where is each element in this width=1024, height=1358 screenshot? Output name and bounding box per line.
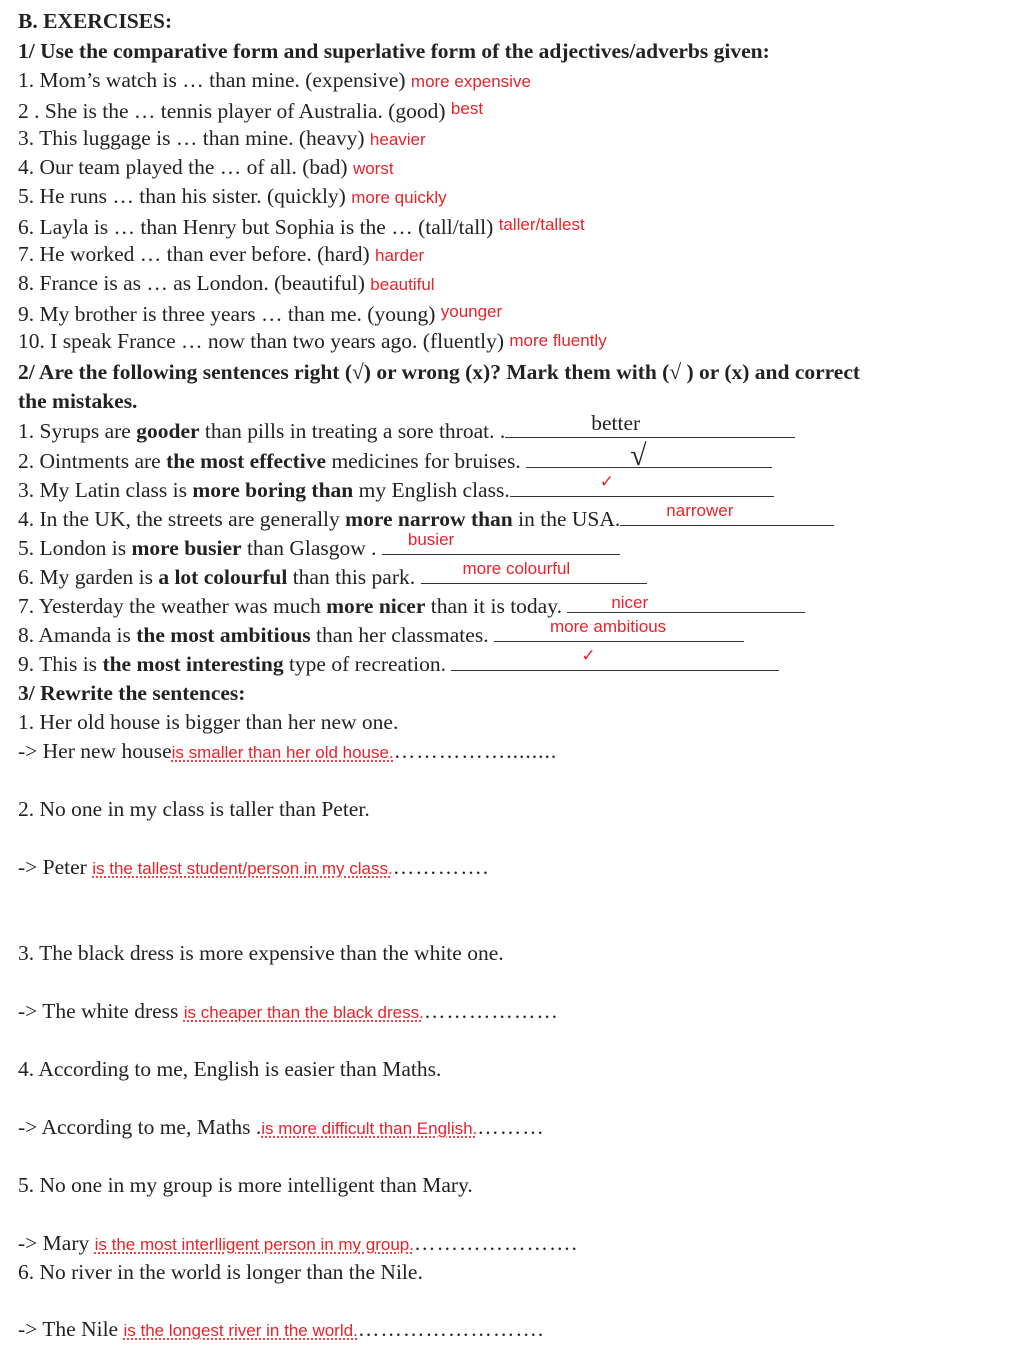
s2-bold: gooder xyxy=(136,419,200,443)
s3-lead: -> Her new house xyxy=(18,739,172,763)
s3-dots: ……………… xyxy=(423,999,559,1023)
s2-post: than Glasgow . xyxy=(241,536,382,560)
s1-question: 1. Mom’s watch is … than mine. (expensive) xyxy=(18,68,406,92)
s2-item xyxy=(18,439,772,474)
s1-answer: worst xyxy=(352,159,394,178)
s2-pre: 2. Ointments are xyxy=(18,449,167,473)
s2-post: than it is today. xyxy=(425,594,568,618)
s1-item xyxy=(18,183,447,211)
s3-question: 2. No one in my class is taller than Peter. xyxy=(18,797,370,821)
s3-answer-line xyxy=(18,738,557,766)
s2-answer-blank[interactable] xyxy=(510,472,774,497)
s2-item xyxy=(18,472,774,503)
s2-bold: the most interesting xyxy=(102,652,284,676)
s3-lead: -> Mary xyxy=(18,1231,95,1255)
section1-heading: 1/ Use the comparative form and superlative form of the adjectives/adverbs given: xyxy=(18,39,770,63)
s1-question: 2 . She is the … tennis player of Australia. (good) xyxy=(18,99,446,123)
s1-item xyxy=(18,299,502,327)
s2-answer: nicer xyxy=(611,593,649,612)
s1-answer: more quickly xyxy=(351,188,447,207)
s3-lead: -> Peter xyxy=(18,855,93,879)
s2-answer: ✓ xyxy=(599,472,614,491)
s1-item xyxy=(18,96,483,124)
s1-answer: harder xyxy=(375,246,425,265)
s3-answer: is cheaper than the black dress. xyxy=(183,1003,424,1022)
s3-question: 5. No one in my group is more intelligent than Mary. xyxy=(18,1173,473,1197)
s2-pre: 7. Yesterday the weather was much xyxy=(18,594,327,618)
s1-question: 10. I speak France … now than two years ago. (fluently) xyxy=(18,329,504,353)
s2-answer-blank[interactable] xyxy=(421,559,647,584)
s1-item xyxy=(18,125,426,153)
s2-pre: 1. Syrups are xyxy=(18,419,137,443)
s1-answer: heavier xyxy=(369,130,426,149)
s2-answer: narrower xyxy=(666,501,734,520)
s2-answer-blank[interactable] xyxy=(382,530,620,555)
s2-item xyxy=(18,593,805,619)
s1-item xyxy=(18,67,531,95)
s1-item xyxy=(18,328,607,354)
s2-post: than this park. xyxy=(287,565,421,589)
s3-answer: is smaller than her old house. xyxy=(171,743,394,762)
s2-bold: the most ambitious xyxy=(136,623,311,647)
s2-answer-blank[interactable] xyxy=(494,617,744,642)
s2-post: type of recreation. xyxy=(283,652,452,676)
s1-question: 6. Layla is … than Henry but Sophia is the … (tall/tall) xyxy=(18,215,494,239)
s2-pre: 9. This is xyxy=(18,652,103,676)
s1-question: 5. He runs … than his sister. (quickly) xyxy=(18,184,346,208)
s2-post: my English class. xyxy=(353,478,510,502)
s3-question: 6. No river in the world is longer than the Nile. xyxy=(18,1260,423,1284)
s2-bold: more nicer xyxy=(326,594,426,618)
s2-answer-blank[interactable] xyxy=(451,646,779,671)
s1-answer: taller/tallest xyxy=(498,215,585,234)
s3-answer: is more difficult than English. xyxy=(261,1119,478,1138)
s2-bold: more narrow than xyxy=(345,507,513,531)
s2-answer: ✓ xyxy=(581,646,596,665)
s2-answer: more colourful xyxy=(462,559,571,578)
s2-item xyxy=(18,559,647,590)
s3-dots: ……………........ xyxy=(393,739,558,763)
s2-answer: √ xyxy=(630,439,647,472)
s2-item xyxy=(18,646,779,677)
s3-dots: ……… xyxy=(477,1115,545,1139)
s3-question: 4. According to me, English is easier than Maths. xyxy=(18,1057,442,1081)
s1-item xyxy=(18,241,424,269)
s2-bold: the most effective xyxy=(166,449,327,473)
s3-dots: …………. xyxy=(392,855,490,879)
s1-question: 3. This luggage is … than mine. (heavy) xyxy=(18,126,365,150)
s1-question: 4. Our team played the … of all. (bad) xyxy=(18,155,348,179)
s2-bold: more busier xyxy=(131,536,242,560)
s3-answer: is the longest river in the world. xyxy=(123,1321,358,1340)
s1-answer: more fluently xyxy=(509,331,607,350)
s1-question: 8. France is as … as London. (beautiful) xyxy=(18,271,365,295)
s3-lead: -> The white dress xyxy=(18,999,184,1023)
s1-item xyxy=(18,270,435,298)
s1-question: 7. He worked … than ever before. (hard) xyxy=(18,242,370,266)
s2-pre: 8. Amanda is xyxy=(18,623,137,647)
s2-answer-blank[interactable] xyxy=(505,411,795,438)
s3-answer-line xyxy=(18,1114,545,1142)
s3-dots: ……………………. xyxy=(357,1317,545,1341)
s1-answer: more expensive xyxy=(410,72,531,91)
s3-question: 1. Her old house is bigger than her new one. xyxy=(18,710,399,734)
s3-answer-line xyxy=(18,854,489,882)
s2-post: than her classmates. xyxy=(310,623,494,647)
s2-item xyxy=(18,411,795,444)
s2-bold: more boring than xyxy=(192,478,354,502)
s1-question: 9. My brother is three years … than me. (young) xyxy=(18,302,436,326)
exercises-title: B. EXERCISES: xyxy=(18,9,173,33)
s1-answer: younger xyxy=(440,302,503,321)
s2-item xyxy=(18,617,744,648)
s1-answer: best xyxy=(450,99,484,118)
s3-lead: -> According to me, Maths . xyxy=(18,1115,262,1139)
s2-answer-blank[interactable] xyxy=(526,439,772,472)
s1-answer: beautiful xyxy=(370,275,435,294)
s2-pre: 3. My Latin class is xyxy=(18,478,193,502)
s3-lead: -> The Nile xyxy=(18,1317,124,1341)
s3-question: 3. The black dress is more expensive than the white one. xyxy=(18,941,504,965)
s2-answer: better xyxy=(591,411,641,435)
s2-bold: a lot colourful xyxy=(158,565,288,589)
s2-answer-blank[interactable] xyxy=(620,501,834,526)
section2-heading: 2/ Are the following sentences right (√) or wrong (x)? Mark them with (√ ) or (x) and correct xyxy=(18,360,861,384)
s1-item xyxy=(18,212,585,240)
s3-answer-line xyxy=(18,1230,578,1258)
s2-post: in the USA. xyxy=(512,507,621,531)
s2-answer: busier xyxy=(407,530,455,549)
s2-post: than pills in treating a sore throat. . xyxy=(199,419,506,443)
s2-answer: more ambitious xyxy=(549,617,667,636)
s3-answer-line xyxy=(18,1316,544,1344)
s2-answer-blank[interactable] xyxy=(567,594,805,613)
s2-post: medicines for bruises. xyxy=(326,449,527,473)
s3-answer: is the most interlligent person in my group. xyxy=(94,1235,414,1254)
s3-answer: is the tallest student/person in my class. xyxy=(92,859,393,878)
s2-pre: 4. In the UK, the streets are generally xyxy=(18,507,346,531)
s1-item xyxy=(18,154,394,182)
s3-answer-line xyxy=(18,998,559,1026)
section2-heading-cont: the mistakes. xyxy=(18,389,138,413)
s2-pre: 6. My garden is xyxy=(18,565,159,589)
section3-heading: 3/ Rewrite the sentences: xyxy=(18,681,246,705)
s3-dots: …………………. xyxy=(413,1231,578,1255)
s2-pre: 5. London is xyxy=(18,536,132,560)
